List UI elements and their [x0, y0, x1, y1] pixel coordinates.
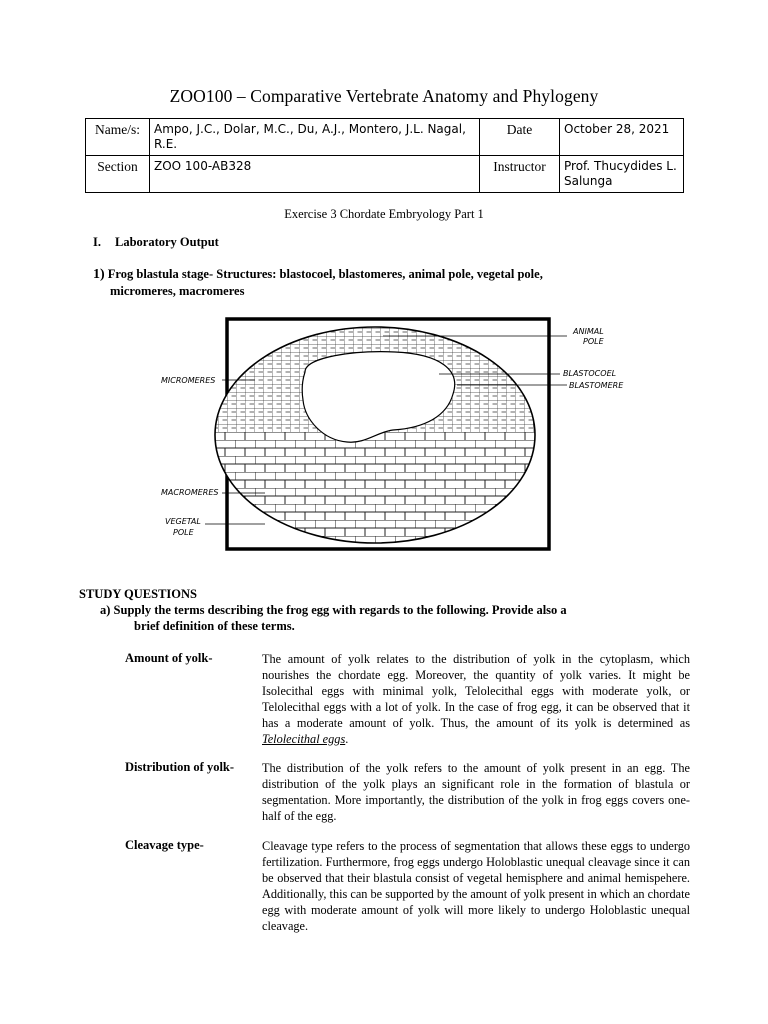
- label-blastomere: BLASTOMERE: [569, 381, 624, 390]
- definition-amount-of-yolk: [262, 651, 690, 747]
- exercise-title: Exercise 3 Chordate Embryology Part 1: [284, 207, 484, 221]
- label-vegetal-pole-1: VEGETAL: [165, 517, 201, 526]
- study-questions-heading: STUDY QUESTIONS: [79, 587, 197, 601]
- definition-emphasis: Telolecithal eggs: [262, 732, 346, 746]
- definition-end: .: [345, 732, 349, 746]
- question-a-line-2: brief definition of these terms.: [134, 619, 295, 633]
- term-distribution-of-yolk: Distribution of yolk-: [125, 760, 235, 774]
- question-1-line-1: Frog blastula stage- Structures: blastocoel, blastomeres, animal pole, vegetal pole,: [107, 267, 543, 281]
- names-label: Name/s:: [86, 119, 150, 156]
- definition-cleavage-type: Cleavage type refers to the process of segmentation that allows these eggs to undergo fertilization. Furthermore, frog eggs undergo Holoblastic unequal cleavage since it can be observed that their blastula consist of vegetal hemisphere and animal hemispehere. Additionally, this can be supported by the amount of yolk present in which an chordate egg with moderate amount of yolk will more likely to undergo Holoblastic unequal cleavage.: [262, 839, 690, 933]
- section-title: Laboratory Output: [115, 235, 219, 249]
- definition-text: The amount of yolk relates to the distribution of yolk in the cytoplasm, which nourishes the chordate egg. Moreover, the quantity of yolk varies. It might be Isolecithal eggs with minimal yolk, Telolecithal eggs with moderate yolk, or Telolecithal eggs with a lot of yolk. In the case of frog egg, it can be observed that it has a moderate amount of yolk. Thus, the amount of its yolk is determined as: [262, 652, 690, 730]
- label-macromeres: MACROMERES: [161, 488, 219, 497]
- section-value: ZOO 100-AB328: [150, 156, 480, 193]
- names-value: Ampo, J.C., Dolar, M.C., Du, A.J., Montero, J.L. Nagal, R.E.: [150, 119, 480, 156]
- question-1-line-2: micromeres, macromeres: [110, 284, 245, 298]
- question-1: [93, 266, 653, 299]
- section-heading: [93, 235, 219, 250]
- blastula-drawing: [155, 312, 675, 562]
- label-vegetal-pole-2: POLE: [173, 528, 194, 537]
- definition-distribution-of-yolk: The distribution of the yolk refers to the amount of yolk present in an egg. The distribution of the yolk plays an significant role in the formation of blastula or segmentation. More importantly, the distribution of the yolk in frog eggs covers one-half of the egg.: [262, 761, 690, 823]
- info-table: [85, 118, 684, 193]
- question-a-line-1: Supply the terms describing the frog egg with regards to the following. Provide also a: [113, 603, 567, 617]
- term-cleavage-type: Cleavage type-: [125, 838, 204, 852]
- section-label: Section: [86, 156, 150, 193]
- label-blastocoel: BLASTOCOEL: [563, 369, 617, 378]
- instructor-value: Prof. Thucydides L. Salunga: [560, 156, 684, 193]
- term-amount-of-yolk: Amount of yolk-: [125, 651, 213, 665]
- document-title: ZOO100 – Comparative Vertebrate Anatomy and Phylogeny: [169, 86, 599, 106]
- question-a-label: a): [100, 603, 111, 617]
- label-animal-pole-1: ANIMAL: [573, 327, 604, 336]
- instructor-label: Instructor: [480, 156, 560, 193]
- date-label: Date: [480, 119, 560, 156]
- label-micromeres: MICROMERES: [161, 376, 216, 385]
- question-1-number: 1): [93, 267, 105, 282]
- date-value: October 28, 2021: [560, 119, 684, 156]
- table-row: [86, 156, 684, 193]
- label-animal-pole-2: POLE: [583, 337, 604, 346]
- question-a: [100, 602, 677, 634]
- section-number: I.: [93, 235, 101, 249]
- table-row: [86, 119, 684, 156]
